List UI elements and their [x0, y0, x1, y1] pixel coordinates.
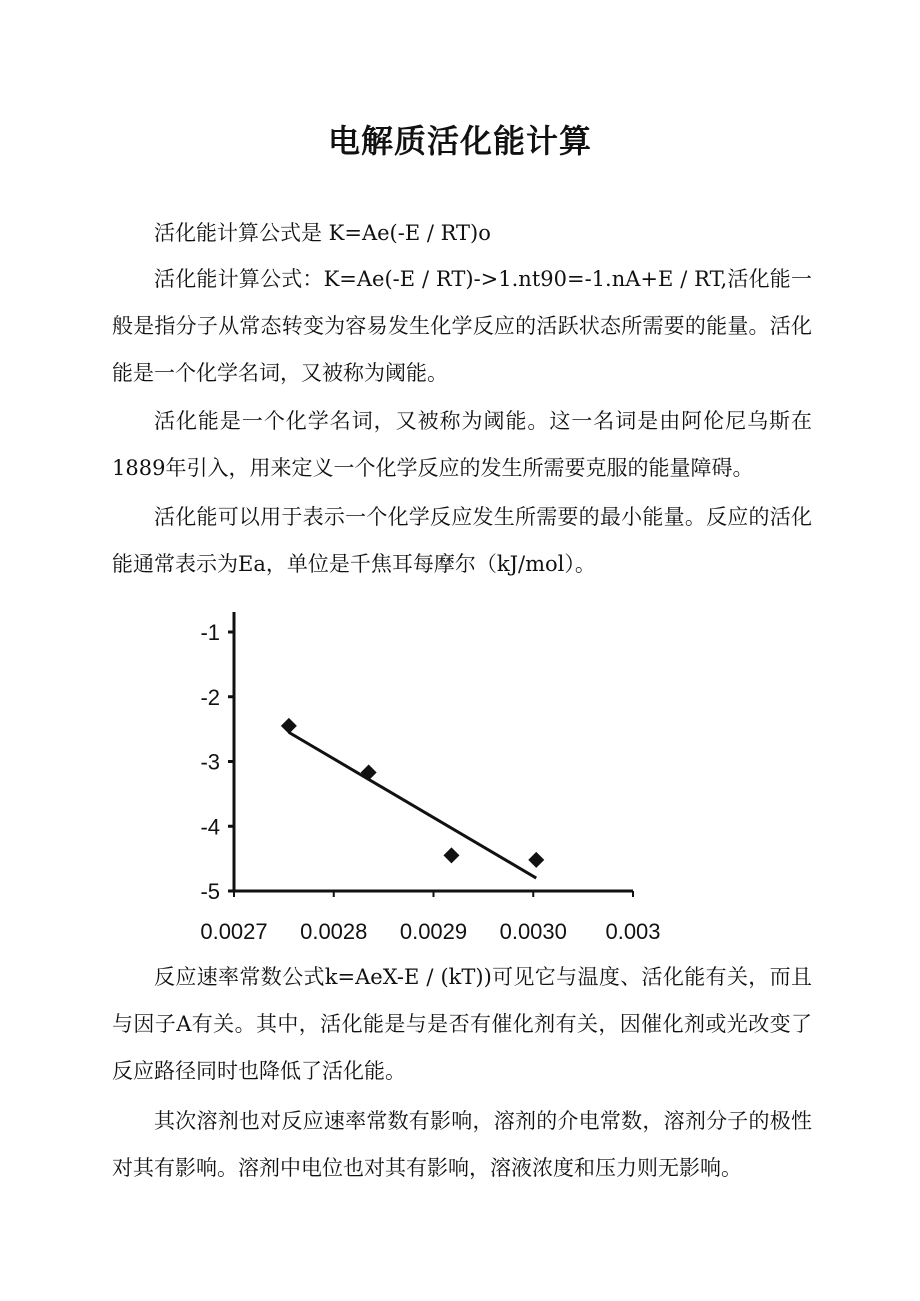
y-tick-label: -1	[200, 620, 220, 645]
x-tick-label: 0.003	[605, 919, 661, 944]
trendline-group	[289, 732, 536, 878]
y-tick-label: -4	[200, 814, 220, 840]
x-tick-label: 0.0029	[399, 919, 468, 944]
data-point	[361, 765, 377, 781]
paragraph-formula-definition: 活化能计算公式：K=Ae(-E / RT)->1.nt90=-1.nA+E / RT,活化能一般是指分子从常态转变为容易发生化学反应的活跃状态所需要的能量。活化能是一个化学名词，又被称为阈能。	[112, 267, 812, 385]
x-axis	[200, 891, 660, 944]
paragraph-rate-constant: 反应速率常数公式k=AeX-E / (kT))可见它与温度、活化能有关，而且与因子A有关。其中，活化能是与是否有催化剂有关，因催化剂或光改变了反应路径同时也降低了活化能。	[112, 965, 812, 1083]
y-tick-label: -5	[200, 879, 220, 904]
data-points	[281, 718, 544, 868]
data-point	[443, 847, 459, 863]
paragraph-solvent-effects: 其次溶剂也对反应速率常数有影响，溶剂的介电常数，溶剂分子的极性对其有影响。溶剂中电位也对其有影响，溶液浓度和压力则无影响。	[112, 1109, 812, 1180]
data-point	[281, 718, 297, 734]
y-tick-label: -3	[200, 749, 220, 775]
trendline	[289, 732, 536, 878]
x-tick-label: 0.0027	[200, 919, 268, 944]
y-tick-label: -2	[200, 684, 220, 710]
page-title: 电解质活化能计算	[327, 122, 592, 160]
paragraph-history: 活化能是一个化学名词，又被称为阈能。这一名词是由阿伦尼乌斯在1889年引入，用来定义一个化学反应的发生所需要克服的能量障碍。	[112, 409, 812, 480]
data-point	[528, 852, 544, 868]
paragraph-formula-intro: 活化能计算公式是 K=Ae(-E / RT)o	[154, 221, 491, 245]
paragraph-units: 活化能可以用于表示一个化学反应发生所需要的最小能量。反应的活化能通常表示为Ea，单位是千焦耳每摩尔（kJ/mol）。	[112, 505, 812, 576]
arrhenius-scatter-chart	[178, 604, 661, 949]
y-axis	[200, 612, 234, 904]
x-tick-label: 0.0030	[499, 919, 567, 944]
x-tick-label: 0.0028	[300, 919, 368, 944]
